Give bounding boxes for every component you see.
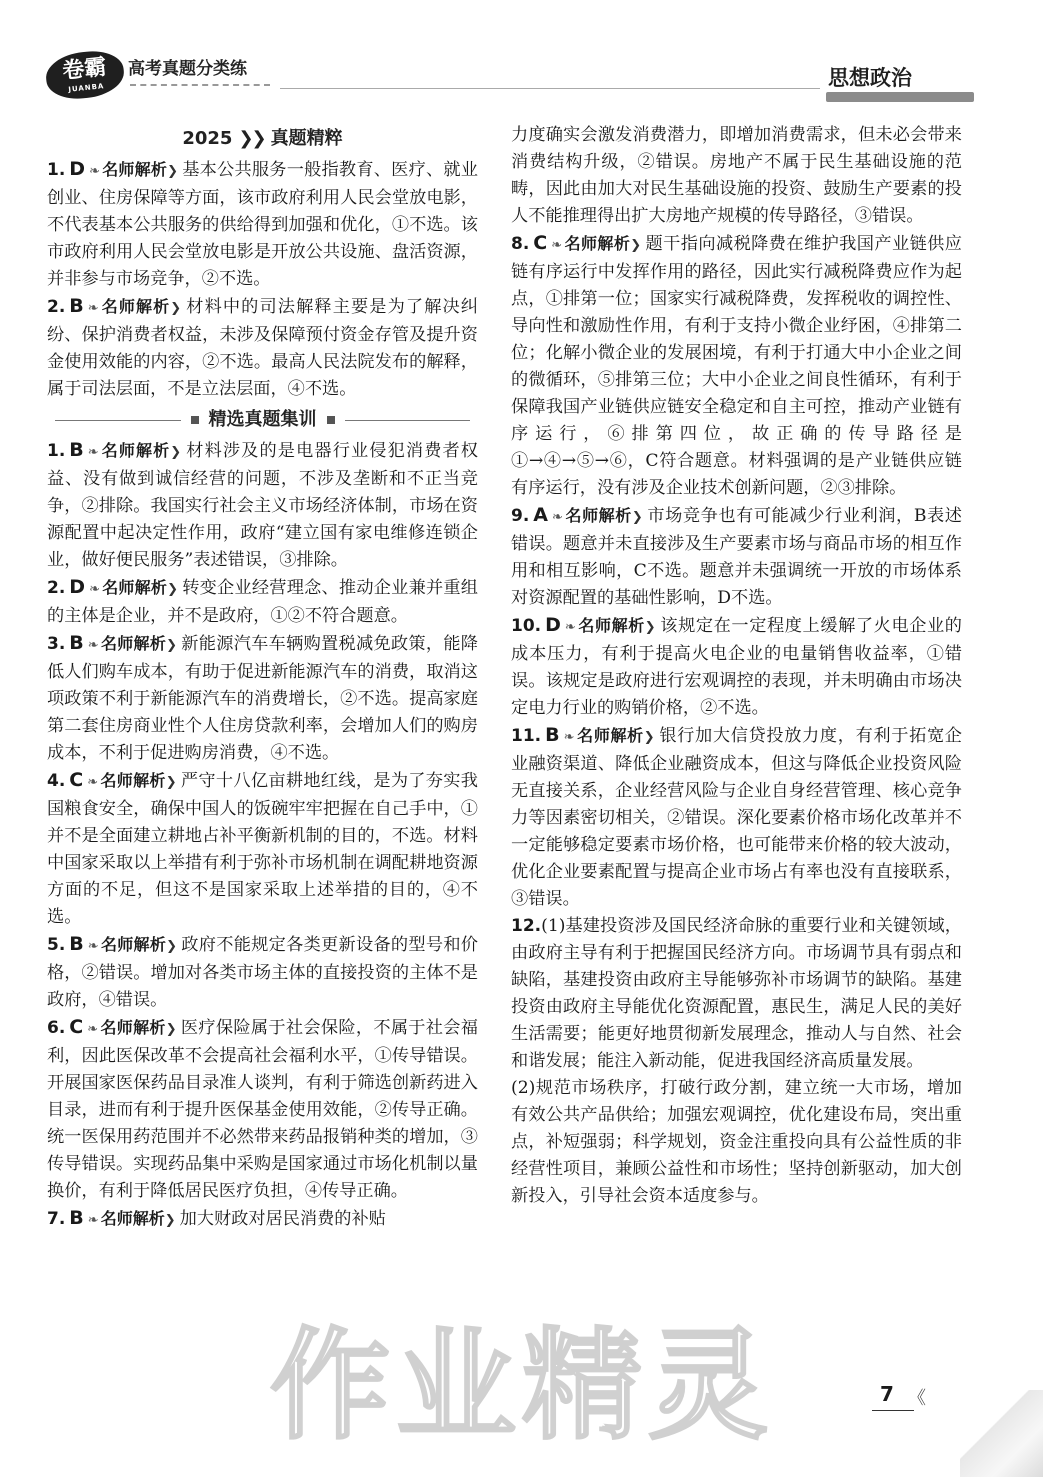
section-heading-practice (47, 403, 478, 437)
heading-rule-cap-right (327, 416, 335, 424)
item-number: 8. (511, 234, 530, 254)
analysis-tag-label: 名师解析 (576, 726, 644, 745)
swirl-icon: ❧ (552, 510, 563, 525)
swirl-icon: ❧ (87, 939, 99, 954)
answer-letter: B (69, 933, 84, 955)
page-number: 7 (880, 1382, 894, 1406)
page-corner-decoration (960, 1390, 1043, 1477)
item-number: 10. (511, 616, 542, 636)
answer-item (511, 722, 962, 913)
swirl-icon: ❧ (89, 164, 100, 179)
answer-letter: B (69, 295, 84, 317)
chevron-right-icon: ❯ (165, 1022, 177, 1037)
swirl-icon: ❧ (87, 775, 99, 790)
section-year: 2025 (182, 128, 233, 149)
swirl-icon: ❧ (87, 1213, 99, 1228)
continuation-text: 力度确实会激发消费潜力，即增加消费需求，但未必会带来消费结构升级，②错误。房地产不属于民生基础设施的范畴，因此由加大对民生基础设施的投资、鼓励生产要素的投人不能推理得出扩大房地产规模的传导路径，③错误。 (511, 125, 962, 226)
analysis-tag-label: 名师解析 (100, 935, 167, 954)
item-number: 11. (511, 726, 542, 746)
answer-item (511, 612, 962, 722)
chevron-right-icon: ❯ (167, 164, 179, 179)
analysis-text: 新能源汽车车辆购置税减免政策，能降低人们购车成本，有助于促进新能源汽车的消费，取消这项政策不利于新能源汽车的消费增长，②不选。提高家庭第二套住房商业性个人住房贷款利率，会增加人们的购房成本，不利于促进购房消费，④不选。 (47, 634, 478, 763)
analysis-tag-label: 名师解析 (577, 616, 645, 635)
brand-logo (44, 48, 126, 102)
analysis-tag-label: 名师解析 (564, 506, 632, 525)
item-number: 1. (47, 441, 66, 461)
heading-rule-left (55, 420, 181, 421)
analysis-tag (565, 616, 656, 635)
page-header (0, 0, 1043, 120)
heading-rule-right (345, 420, 471, 421)
analysis-tag (88, 634, 177, 653)
analysis-tag (88, 935, 177, 954)
chevron-right-icon: ❯ (170, 445, 182, 460)
section-title: 真题精粹 (270, 128, 343, 149)
item-number: 7. (47, 1209, 66, 1229)
item-number: 3. (47, 634, 66, 654)
analysis-tag-label: 名师解析 (101, 578, 168, 597)
analysis-text: 银行加大信贷投放力度，有利于拓宽企业融资渠道、降低企业融资成本，但这与降低企业投资风险无直接关系，企业经营风险与企业自身经营管理、核心竞争力等因素密切相关，②错误。深化要素价格市场化改革并不一定能够稳定要素市场价格，也可能带来价格的较大波动，优化企业要素配置与提高企业市场占有率也没有直接联系，③错误。 (511, 726, 962, 909)
answer-item (47, 1014, 478, 1205)
swirl-icon: ❧ (564, 620, 576, 635)
analysis-tag-label: 名师解析 (100, 297, 171, 316)
analysis-text: 医疗保险属于社会保险，不属于社会福利，因此医保改革不会提高社会福利水平，①传导错误。开展国家医保药品目录准人谈判，有利于筛选创新药进入目录，进而有利于提升医保基金使用效能，②传导正确。统一医保用药范围并不必然带来药品报销种类的增加，③传导错误。实现药品集中采购是国家通过市场化机制以量换价，有利于降低居民医疗负担，④传导正确。 (47, 1018, 478, 1201)
answer-item (47, 437, 478, 574)
answer-letter: C (533, 232, 548, 254)
analysis-tag (87, 1018, 176, 1037)
chevron-right-icon: ❯ (167, 582, 179, 597)
answer-letter: D (545, 614, 561, 636)
answer-letter: D (69, 576, 86, 598)
item-number: 2. (47, 578, 66, 598)
analysis-tag-label: 名师解析 (100, 441, 171, 460)
answer-item (47, 1205, 478, 1234)
analysis-text: 转变企业经营理念、推动企业兼并重组的主体是企业，并不是政府，①②不符合题意。 (47, 578, 478, 626)
item-number: 6. (47, 1018, 66, 1038)
answer-item (47, 630, 478, 767)
answer-item (47, 931, 478, 1014)
chevron-right-icon: ❯ (630, 238, 642, 253)
chevron-right-icon: ❯ (166, 939, 178, 954)
answer-item-12 (511, 913, 962, 1075)
answer-item (47, 156, 478, 293)
item-number: 1. (47, 160, 66, 180)
answer-item (47, 767, 478, 931)
chevron-right-icon: ❯ (643, 730, 655, 745)
analysis-text: 题干指向减税降费在维护我国产业链供应链有序运行中发挥作用的路径，因此实行减税降费应作为起点，①排第一位；国家实行减税降费，发挥税收的调控性、导向性和激励性作用，有利于支持小微企业纾困，④排第二位；化解小微企业的发展困境，有利于打通大中小企业之间的微循环，⑤排第三位；大中小企业之间良性循环，有利于保障我国产业链供应链安全稳定和自主可控，推动产业链有序运行，⑥排第四位，故正确的传导路径是①→④→⑤→⑥，C符合题意。材料强调的是产业链供应链有序运行，没有涉及企业技术创新问题，②③排除。 (511, 234, 962, 498)
swirl-icon: ❧ (87, 638, 99, 653)
header-rule (280, 88, 820, 89)
answer-letter: B (545, 724, 560, 746)
logo-text: 卷霸 (61, 54, 108, 85)
chevron-right-icon: ❯ (631, 510, 643, 525)
answer-letter: D (69, 158, 86, 180)
item-number: 2. (47, 297, 66, 317)
heading-rule-cap-left (191, 416, 199, 424)
swirl-icon: ❧ (87, 445, 99, 460)
analysis-text: 市场竞争也有可能减少行业利润，B表述错误。题意并未直接涉及生产要素市场与商品市场的相互作用和相互影响，C不选。题意并未强调统一开放的市场体系对资源配置的基础性影响，D不选。 (511, 506, 962, 608)
analysis-tag (87, 771, 176, 790)
analysis-tag-label: 名师解析 (100, 771, 166, 790)
analysis-tag (89, 578, 178, 597)
analysis-text: 严守十八亿亩耕地红线，是为了夯实我国粮食安全，确保中国人的饭碗牢牢把握在自己手中，①并不是全面建立耕地占补平衡新机制的目的，不选。材料中国家采取以上举措有利于弥补市场机制在调配耕地资源方面的不足，但这不是国家采取上述举措的目的，④不选。 (47, 771, 478, 927)
answer-letter: C (69, 769, 84, 791)
analysis-text: 基本公共服务一般指教育、医疗、就业创业、住房保障等方面，该市政府利用人民会堂放电影，不代表基本公共服务的供给得到加强和优化，①不选。该市政府利用人民会堂放电影是开放公共设施、盘活资源，并非参与市场竞争，②不选。 (47, 160, 478, 289)
answer-letter: C (69, 1016, 84, 1038)
analysis-text: 该规定在一定程度上缓解了火电企业的成本压力，有利于提高火电企业的电量销售收益率，①错误。该规定是政府进行宏观调控的表现，并未明确由市场决定电力行业的购销价格，②不选。 (511, 616, 962, 718)
answer-item (511, 230, 962, 502)
analysis-tag (88, 441, 181, 460)
analysis-text: 材料中的司法解释主要是为了解决纠纷、保护消费者权益，未涉及保障预付资金存管及提升资金使用效能的内容，②不选。最高人民法院发布的解释，属于司法层面，不是立法层面，④不选。 (47, 297, 478, 399)
analysis-tag-label: 名师解析 (100, 1018, 166, 1037)
book-title: 高考真题分类练 (128, 59, 247, 79)
watermark: 作业精灵 (270, 1317, 774, 1456)
subject-underline (826, 92, 974, 102)
analysis-tag (551, 234, 641, 253)
analysis-tag-label: 名师解析 (100, 634, 167, 653)
swirl-icon: ❧ (563, 730, 575, 745)
section-title: 精选真题集训 (208, 409, 317, 430)
swirl-icon: ❧ (551, 238, 563, 253)
analysis-tag-label: 名师解析 (100, 1209, 165, 1228)
left-column (47, 122, 478, 1234)
chevron-right-icon: ❯ (166, 638, 178, 653)
item-number: 4. (47, 771, 66, 791)
right-answer-list (511, 230, 962, 913)
swirl-icon: ❧ (87, 1022, 99, 1037)
answer-letter: B (69, 439, 84, 461)
analysis-tag (552, 506, 643, 525)
item-12-part-1: (1)基建投资涉及国民经济命脉的重要行业和关键领域，由政府主导有利于把握国民经济方向。市场调节具有弱点和缺陷，基建投资由政府主导能够弥补市场调节的缺陷。基建投资由政府主导能优化资源配置，惠民生，满足人民的美好生活需要；能更好地贯彻新发展理念，推动人与自然、社会和谐发展；能注入新动能，促进我国经济高质量发展。 (511, 916, 962, 1071)
chevron-right-icon: ❯ (164, 1213, 176, 1228)
analysis-tag-label: 名师解析 (101, 160, 168, 179)
item-12-part-2: (2)规范市场秩序，打破行政分割，建立统一大市场，增加有效公共产品供给；加强宏观调控，优化建设布局，突出重点，补短强弱；科学规划，资金注重投向具有公益性质的非经营性项目，兼顾公益性和市场性；坚持创新驱动，加大创新投入，引导社会资本适度参与。 (511, 1078, 962, 1206)
analysis-text: 材料涉及的是电器行业侵犯消费者权益、没有做到诚信经营的问题，不涉及垄断和不正当竞争，②排除。我国实行社会主义市场经济体制，市场在资源配置中起决定性作用，政府“建立国有家电维修连锁企业，做好便民服务”表述错误，③排除。 (47, 441, 478, 570)
item-number: 5. (47, 935, 66, 955)
logo-subtext: JUANBA (67, 82, 105, 94)
header-dash-divider (130, 84, 270, 86)
item-number: 12. (511, 916, 542, 936)
analysis-text: 加大财政对居民消费的补贴 (179, 1209, 386, 1229)
answer-letter: A (533, 504, 549, 526)
answer-item (511, 502, 962, 612)
analysis-tag (88, 297, 181, 316)
answer-letter: B (69, 632, 84, 654)
analysis-tag (564, 726, 655, 745)
right-column (511, 122, 962, 1210)
chevron-right-icon: ❯ (165, 775, 177, 790)
double-chevron-icon: ❯❯ (238, 128, 265, 149)
subject-title: 思想政治 (828, 66, 912, 90)
swirl-icon: ❧ (87, 301, 99, 316)
section1-answer-list (47, 156, 478, 403)
chevron-right-icon: ❯ (644, 620, 656, 635)
swirl-icon: ❧ (89, 582, 100, 597)
section-heading-2025 (47, 122, 478, 156)
analysis-tag (88, 1209, 176, 1228)
analysis-tag (89, 160, 178, 179)
chevron-right-icon: ❯ (170, 301, 182, 316)
page-number-rule (872, 1410, 914, 1411)
answer-item (47, 574, 478, 630)
section2-answer-list (47, 437, 478, 1234)
answer-item (47, 293, 478, 403)
item-number: 9. (511, 506, 530, 526)
analysis-tag-label: 名师解析 (564, 234, 631, 253)
analysis-text: 政府不能规定各类更新设备的型号和价格，②错误。增加对各类市场主体的直接投资的主体不是政府，④错误。 (47, 935, 478, 1010)
answer-letter: B (69, 1207, 84, 1229)
page-arrow-icon: 《 (908, 1388, 926, 1409)
